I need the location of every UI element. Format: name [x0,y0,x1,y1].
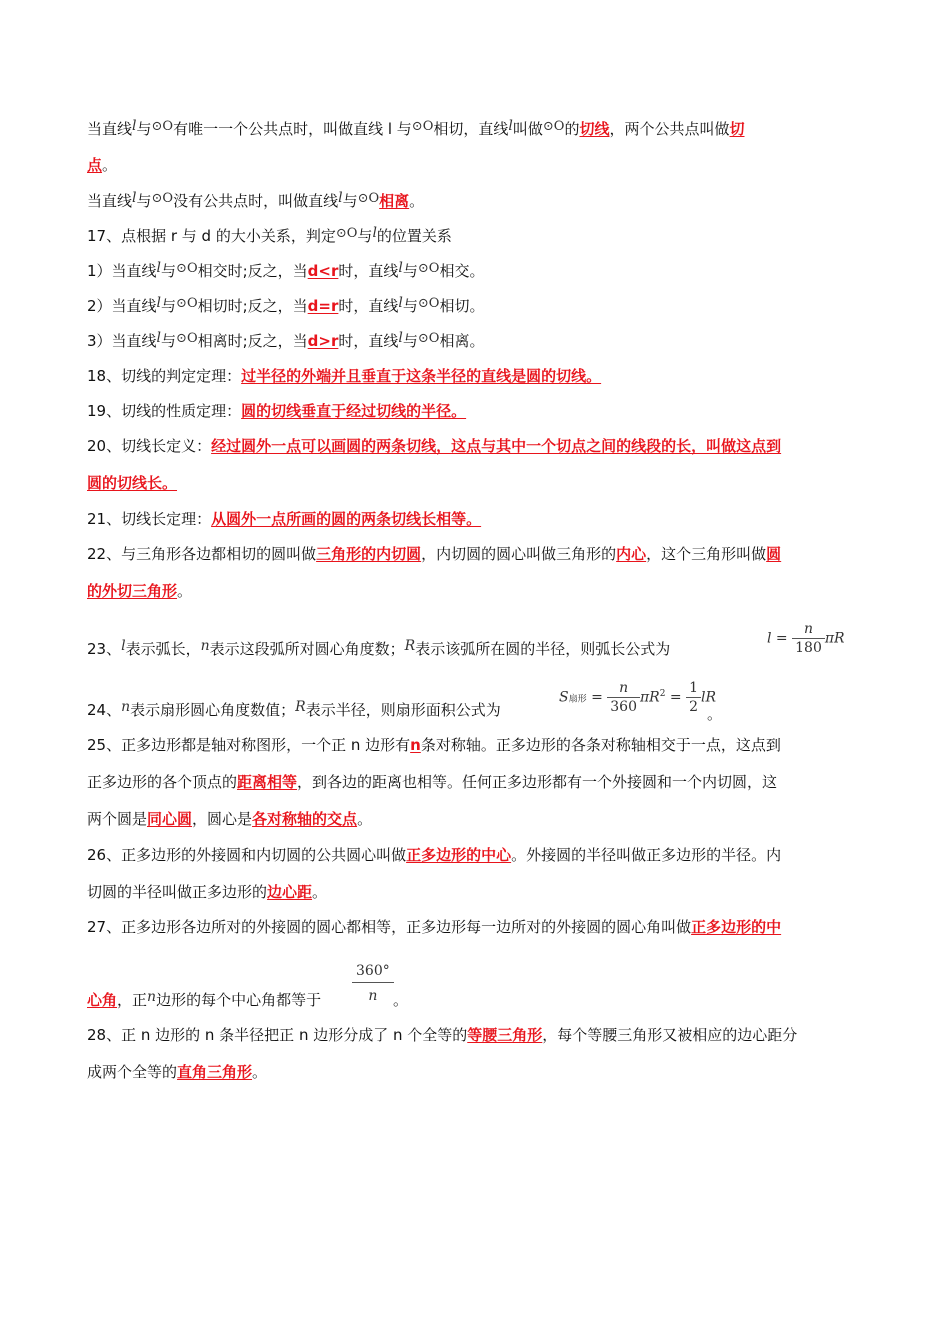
text: ，每个等腰三角形又被相应的边心距分 [542,1026,798,1044]
text: 与 [136,192,152,210]
numerator: n [607,679,640,698]
para-18 [87,365,865,387]
text: 边形的每个中心角都等于 [156,991,322,1009]
para-22 [87,543,865,565]
fraction [352,960,394,1005]
text: 与 [402,332,418,350]
keyword-d-lt-r: d<r [307,262,339,280]
text: 。 [357,810,373,828]
symbol-circle-o: ⊙O [176,296,198,311]
text: 时，直线 [338,262,399,280]
symbol-l: l [508,118,513,134]
para-28-line2 [87,1061,865,1083]
keyword-apothem: 边心距 [267,883,313,901]
symbol-l: l [156,295,162,311]
symbol-circle-o: ⊙O [151,191,174,206]
para-22-cont [87,580,865,602]
text: 。 [102,156,118,174]
text: 表示这段弧所对圆心角度数； [209,640,405,658]
text: ，两个公共点叫做 [609,120,730,138]
para-20 [87,435,865,457]
symbol-l: l [372,225,377,241]
text: 18、切线的判定定理： [87,367,242,385]
symbol-l: l [132,118,137,134]
keyword-tangent-line: 切线 [579,120,610,138]
text: 两个圆是 [87,810,148,828]
symbol-circle-o: ⊙O [176,261,198,276]
keyword-n-axes: n [410,736,421,754]
symbol-l: l [398,330,403,346]
para-separate-def [87,190,865,214]
formula-central-angle [352,960,394,1005]
para-17-3 [87,330,865,354]
keyword-circumscribed-triangle-part1: 圆 [766,545,782,563]
text: 。 [312,883,328,901]
keyword-tangent-point-part1: 切 [729,120,745,138]
text: 25、正多边形都是轴对称图形，一个正 n 边形有 [87,736,411,754]
formula-sector-area [559,679,716,716]
text: ，这个三角形叫做 [646,545,767,563]
keyword-equal-distance: 距离相等 [237,773,298,791]
symbol-r: R [404,638,416,654]
keyword-incircle: 三角形的内切圆 [316,545,422,563]
text: 表示扇形圆心角度数值； [130,701,296,719]
text: 。 [393,991,409,1009]
symbol-n: n [200,638,210,654]
text: 正多边形的各个顶点的 [87,773,238,791]
keyword-central-angle-part1: 正多边形的中 [691,918,782,936]
para-27 [87,916,865,938]
text: 1）当直线 [87,262,157,280]
symbol-circle-o: ⊙O [176,331,198,346]
para-25-line3 [87,808,865,830]
symbol-n: n [147,989,157,1005]
formula-arc-length [767,620,845,657]
text: 2）当直线 [87,297,157,315]
para-23 [87,638,865,661]
numerator: 1 [686,679,701,698]
text: 23、 [87,640,122,658]
text: 时，直线 [338,332,399,350]
text: 与 [161,297,177,315]
text: 当直线 [87,192,133,210]
text: 。 [252,1063,268,1081]
symbol-l: l [121,638,126,654]
text: 17、点根据 r 与 d 的大小关系，判定 [87,227,336,245]
text: 相交。 [439,262,485,280]
keyword-d-eq-r: d=r [307,297,339,315]
keyword-tangent-length-def: 经过圆外一点可以画圆的两条切线，这点与其中一个切点之间的线段的长，叫做这点到 [211,437,782,455]
symbol-circle-o: ⊙O [542,119,565,134]
keyword-right-triangle: 直角三角形 [177,1063,253,1081]
text: 成两个全等的 [87,1063,178,1081]
superscript: 2 [659,688,666,699]
para-17-2 [87,295,865,319]
para-19 [87,400,865,422]
text: 与 [402,297,418,315]
text: 。外接圆的半径叫做正多边形的半径。内 [511,846,782,864]
text: 相离。 [439,332,485,350]
denominator: 2 [689,699,699,715]
equals: = [591,689,603,706]
symbol-circle-o: ⊙O [417,261,440,276]
text: 有唯一一个公共点时，叫做直线 l 与 [173,120,412,138]
text: 20、切线长定义： [87,437,212,455]
fraction [607,679,640,716]
text: 。 [707,705,723,723]
para-tangent-def-cont [87,154,865,176]
denominator: 180 [795,640,822,656]
para-24-end [707,703,727,725]
text: 。 [177,582,193,600]
formula-lhs: l = [767,630,788,647]
text: 的位置关系 [376,227,452,245]
text: 相离时;反之，当 [197,332,308,350]
text: ，内切圆的圆心叫做三角形的 [421,545,617,563]
text: 叫做 [512,120,543,138]
keyword-tangent-length-theorem: 从圆外一点所画的圆的两条切线长相等。 [211,510,482,528]
text: 相切时;反之，当 [197,297,308,315]
text: 与 [402,262,418,280]
formula-rhs: πR [824,630,845,647]
text: 3）当直线 [87,332,157,350]
para-17-1 [87,260,865,284]
text: 与 [357,227,373,245]
para-25 [87,734,865,756]
subscript-sector: 扇形 [568,694,587,705]
symbol-l: l [156,330,162,346]
text: 表示该弧所在圆的半径，则弧长公式为 [415,640,671,658]
keyword-circumscribed-triangle-part2: 的外切三角形 [87,582,178,600]
para-25-line2 [87,771,865,793]
symbol-circle-o: ⊙O [417,296,440,311]
text: 与 [161,262,177,280]
text: 。 [409,192,425,210]
para-28 [87,1024,865,1046]
keyword-concentric: 同心圆 [147,810,193,828]
symbol-circle-o: ⊙O [151,119,174,134]
para-26 [87,844,865,866]
text: ，圆心是 [192,810,253,828]
symbol-circle-o: ⊙O [417,331,440,346]
text: 当直线 [87,120,133,138]
fraction [686,679,701,716]
formula-rhs: lR [701,689,717,706]
symbol-circle-o: ⊙O [335,226,358,241]
keyword-polygon-center: 正多边形的中心 [406,846,512,864]
symbol-l: l [338,190,343,206]
text: 与 [136,120,152,138]
text: 24、 [87,701,122,719]
text: 28、正 n 边形的 n 条半径把正 n 边形分成了 n 个全等的 [87,1026,468,1044]
para-tangent-def [87,118,865,142]
keyword-central-angle-part2: 心角 [87,991,118,1009]
keyword-d-gt-r: d>r [307,332,339,350]
text: 相交时;反之，当 [197,262,308,280]
symbol-l: l [398,260,403,276]
para-27-line2 [87,989,865,1012]
text: 表示弧长， [125,640,201,658]
para-24 [87,699,865,722]
text: ，到各边的距离也相等。任何正多边形都有一个外接圆和一个内切圆，这 [297,773,778,791]
text: 表示半径，则扇形面积公式为 [305,701,501,719]
para-17 [87,225,865,249]
numerator: 360° [352,960,394,983]
text: 时，直线 [338,297,399,315]
text: 与 [342,192,358,210]
text: 26、正多边形的外接圆和内切圆的公共圆心叫做 [87,846,407,864]
keyword-tangent-length-def-cont: 圆的切线长。 [87,474,178,492]
para-26-line2 [87,881,865,903]
para-20-cont [87,472,865,494]
formula-s: S [559,689,569,706]
symbol-n: n [121,699,131,715]
equals: = [669,689,682,706]
text: 19、切线的性质定理： [87,402,242,420]
keyword-tangent-criterion: 过半径的外端并且垂直于这条半径的直线是圆的切线。 [241,367,602,385]
keyword-isosceles-triangle: 等腰三角形 [467,1026,543,1044]
fraction [792,620,825,657]
text: ，正 [117,991,148,1009]
symbol-circle-o: ⊙O [411,119,434,134]
symbol-l: l [132,190,137,206]
text: 与 [161,332,177,350]
keyword-incenter: 内心 [616,545,647,563]
text: 21、切线长定理： [87,510,212,528]
denominator: 360 [610,699,637,715]
numerator: n [792,620,825,639]
formula-pi-r: πR [639,689,660,706]
text: 切圆的半径叫做正多边形的 [87,883,268,901]
text: 27、正多边形各边所对的外接圆的圆心都相等，正多边形每一边所对的外接圆的圆心角叫做 [87,918,692,936]
keyword-tangent-point-part2: 点 [87,156,103,174]
text: 条对称轴。正多边形的各条对称轴相交于一点，这点到 [420,736,781,754]
para-27-end [393,989,413,1011]
symbol-r: R [295,699,306,715]
keyword-axes-intersection: 各对称轴的交点 [252,810,358,828]
text: 相切，直线 [433,120,509,138]
keyword-separate: 相离 [379,192,410,210]
text: 22、与三角形各边都相切的圆叫做 [87,545,317,563]
text: 相切。 [439,297,485,315]
text: 没有公共点时，叫做直线 [173,192,339,210]
para-21 [87,508,865,530]
symbol-l: l [156,260,162,276]
denominator: n [368,988,378,1004]
symbol-circle-o: ⊙O [357,191,380,206]
keyword-tangent-property: 圆的切线垂直于经过切线的半径。 [241,402,467,420]
text: 的 [564,120,580,138]
symbol-l: l [398,295,403,311]
